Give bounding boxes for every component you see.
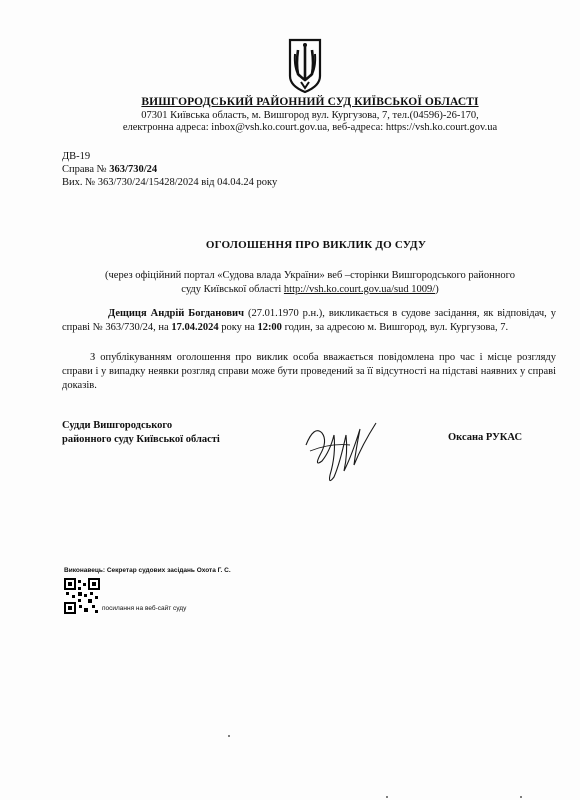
summons-text-b: року на bbox=[218, 322, 258, 333]
scan-speck bbox=[386, 796, 388, 798]
hearing-time: 12:00 bbox=[257, 322, 282, 333]
portal-link[interactable]: http://vsh.ko.court.gov.ua/sud 1009/ bbox=[283, 283, 436, 295]
scan-speck bbox=[520, 796, 522, 798]
court-name: ВИШГОРОДСЬКИЙ РАЙОННИЙ СУД КИЇВСЬКОЇ ОБЛАСТІ bbox=[141, 96, 479, 108]
judge-name: Оксана РУКАС bbox=[448, 432, 523, 443]
portal-line-1: (через офіційний портал «Судова влада України» веб –сторінки Вишгородського районного bbox=[105, 270, 515, 281]
document-code: ДВ-19 bbox=[62, 151, 91, 162]
portal-line-2 bbox=[90, 283, 530, 297]
executor-line: Виконавець: Секретар судових засідань Охота Г. С. bbox=[64, 567, 231, 574]
notice-title: ОГОЛОШЕННЯ ПРО ВИКЛИК ДО СУДУ bbox=[205, 239, 427, 251]
scan-speck bbox=[228, 735, 230, 737]
judge-title bbox=[62, 419, 220, 447]
court-contacts: електронна адреса: inbox@vsh.ko.court.gov.ua, веб-адреса: https://vsh.ko.court.gov.ua bbox=[122, 122, 498, 133]
court-address: 07301 Київська область, м. Вишгород вул. Кургузова, 7, тел.(04596)-26-170, bbox=[141, 110, 479, 121]
coat-of-arms-icon bbox=[287, 38, 323, 94]
publication-paragraph: З опублікуванням оголошення про виклик особа вважається повідомлена про час і місце розгляду справи і у випадку неявки розгляд справи може бути проведений за її відсутності на підставі наявних у справі доказів. bbox=[62, 352, 556, 391]
handwritten-signature bbox=[300, 415, 380, 490]
portal-line-2-text: суду Київської області bbox=[181, 283, 284, 295]
portal-close: ) bbox=[435, 283, 439, 295]
summons-paragraph bbox=[62, 307, 556, 335]
defendant-name: Дещиця Андрій Богданович bbox=[108, 308, 244, 319]
summons-text-a: (27.01.1970 р.н.), викликається в судове засідання, як відповідач, у справі № 363/730/24, на bbox=[62, 308, 556, 333]
qr-caption: посилання на веб-сайт суду bbox=[102, 605, 187, 612]
portal-note bbox=[90, 269, 530, 296]
judge-title-line-1: Судди Вишгородського bbox=[62, 420, 173, 431]
case-number: 363/730/24 bbox=[109, 164, 158, 175]
judge-title-line-2: районного суду Київської області bbox=[62, 434, 220, 445]
hearing-date: 17.04.2024 bbox=[171, 322, 219, 333]
outgoing-number: Вих. № 363/730/24/15428/2024 від 04.04.24 року bbox=[62, 177, 278, 188]
qr-code-icon[interactable] bbox=[64, 578, 100, 614]
case-label: Справа № bbox=[62, 164, 110, 175]
summons-text-c: годин, за адресою м. Вишгород, вул. Кургузова, 7. bbox=[281, 322, 509, 333]
case-number-line bbox=[62, 164, 157, 175]
